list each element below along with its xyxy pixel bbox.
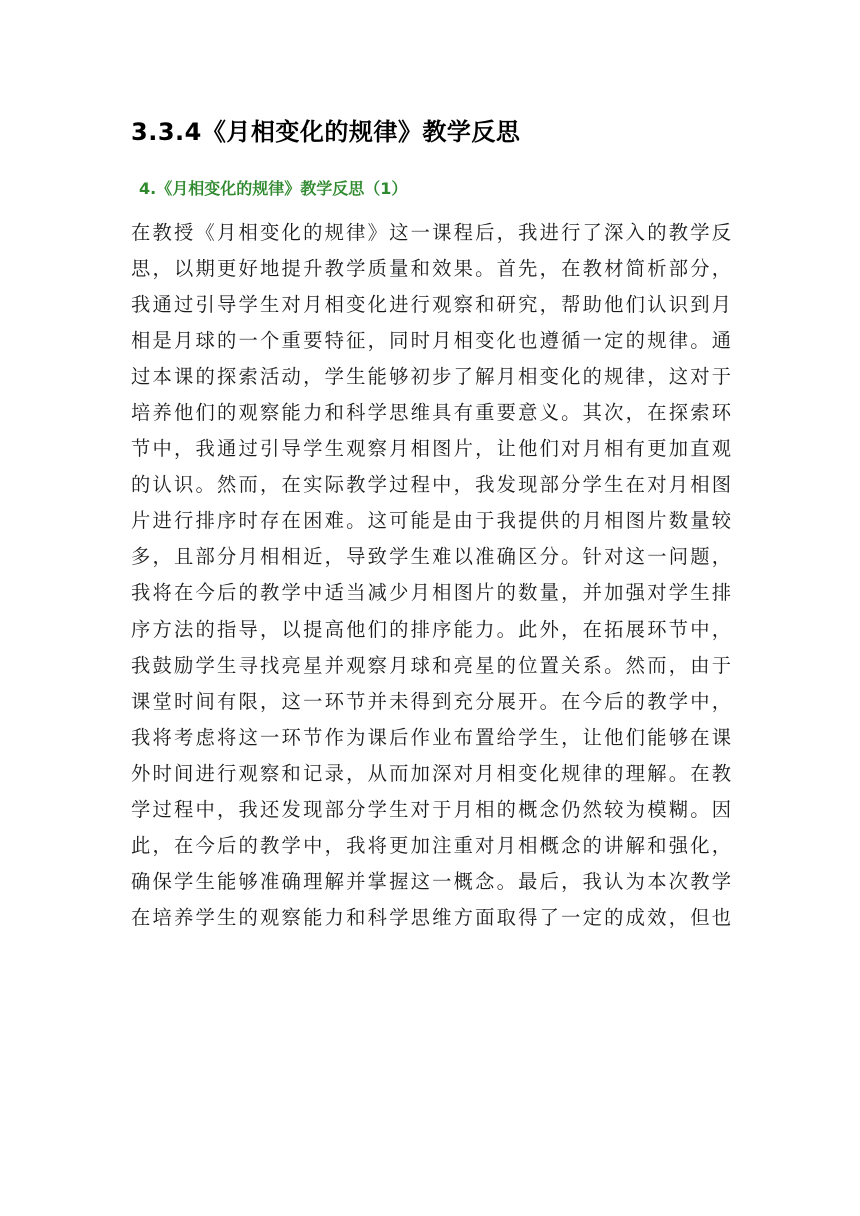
paragraph-line: 相是月球的一个重要特征，同时月相变化也遵循一定的规律。通 bbox=[131, 329, 731, 353]
paragraph-line: 过本课的探索活动，学生能够初步了解月相变化的规律，这对于 bbox=[131, 365, 731, 389]
paragraph-line: 片进行排序时存在困难。这可能是由于我提供的月相图片数量较 bbox=[131, 509, 731, 533]
paragraph-line: 节中，我通过引导学生观察月相图片，让他们对月相有更加直观 bbox=[131, 437, 731, 461]
paragraph-line: 确保学生能够准确理解并掌握这一概念。最后，我认为本次教学 bbox=[131, 869, 731, 893]
paragraph-line: 学过程中，我还发现部分学生对于月相的概念仍然较为模糊。因 bbox=[131, 797, 731, 821]
section-heading: 4.《月相变化的规律》教学反思（1） bbox=[139, 179, 408, 198]
paragraph-line: 培养他们的观察能力和科学思维具有重要意义。其次，在探索环 bbox=[131, 401, 731, 425]
paragraph-line: 序方法的指导，以提高他们的排序能力。此外，在拓展环节中， bbox=[131, 617, 731, 641]
paragraph-line: 的认识。然而，在实际教学过程中，我发现部分学生在对月相图 bbox=[131, 473, 731, 497]
body-paragraph bbox=[131, 215, 731, 936]
paragraph-line: 我将考虑将这一环节作为课后作业布置给学生，让他们能够在课 bbox=[131, 725, 731, 749]
document-title: 3.3.4《月相变化的规律》教学反思 bbox=[131, 118, 521, 146]
paragraph-line: 我通过引导学生对月相变化进行观察和研究，帮助他们认识到月 bbox=[131, 293, 731, 317]
paragraph-line: 外时间进行观察和记录，从而加深对月相变化规律的理解。在教 bbox=[131, 761, 731, 785]
paragraph-line: 在教授《月相变化的规律》这一课程后，我进行了深入的教学反 bbox=[131, 221, 731, 244]
paragraph-line: 课堂时间有限，这一环节并未得到充分展开。在今后的教学中， bbox=[131, 689, 731, 713]
paragraph-line: 我鼓励学生寻找亮星并观察月球和亮星的位置关系。然而，由于 bbox=[131, 653, 731, 677]
paragraph-line: 此，在今后的教学中，我将更加注重对月相概念的讲解和强化， bbox=[131, 833, 731, 857]
paragraph-line: 思，以期更好地提升教学质量和效果。首先，在教材简析部分， bbox=[131, 257, 731, 281]
paragraph-line: 多，且部分月相相近，导致学生难以准确区分。针对这一问题， bbox=[131, 545, 731, 569]
paragraph-line: 在培养学生的观察能力和科学思维方面取得了一定的成效，但也 bbox=[131, 905, 731, 929]
paragraph-line: 我将在今后的教学中适当减少月相图片的数量，并加强对学生排 bbox=[131, 581, 731, 605]
